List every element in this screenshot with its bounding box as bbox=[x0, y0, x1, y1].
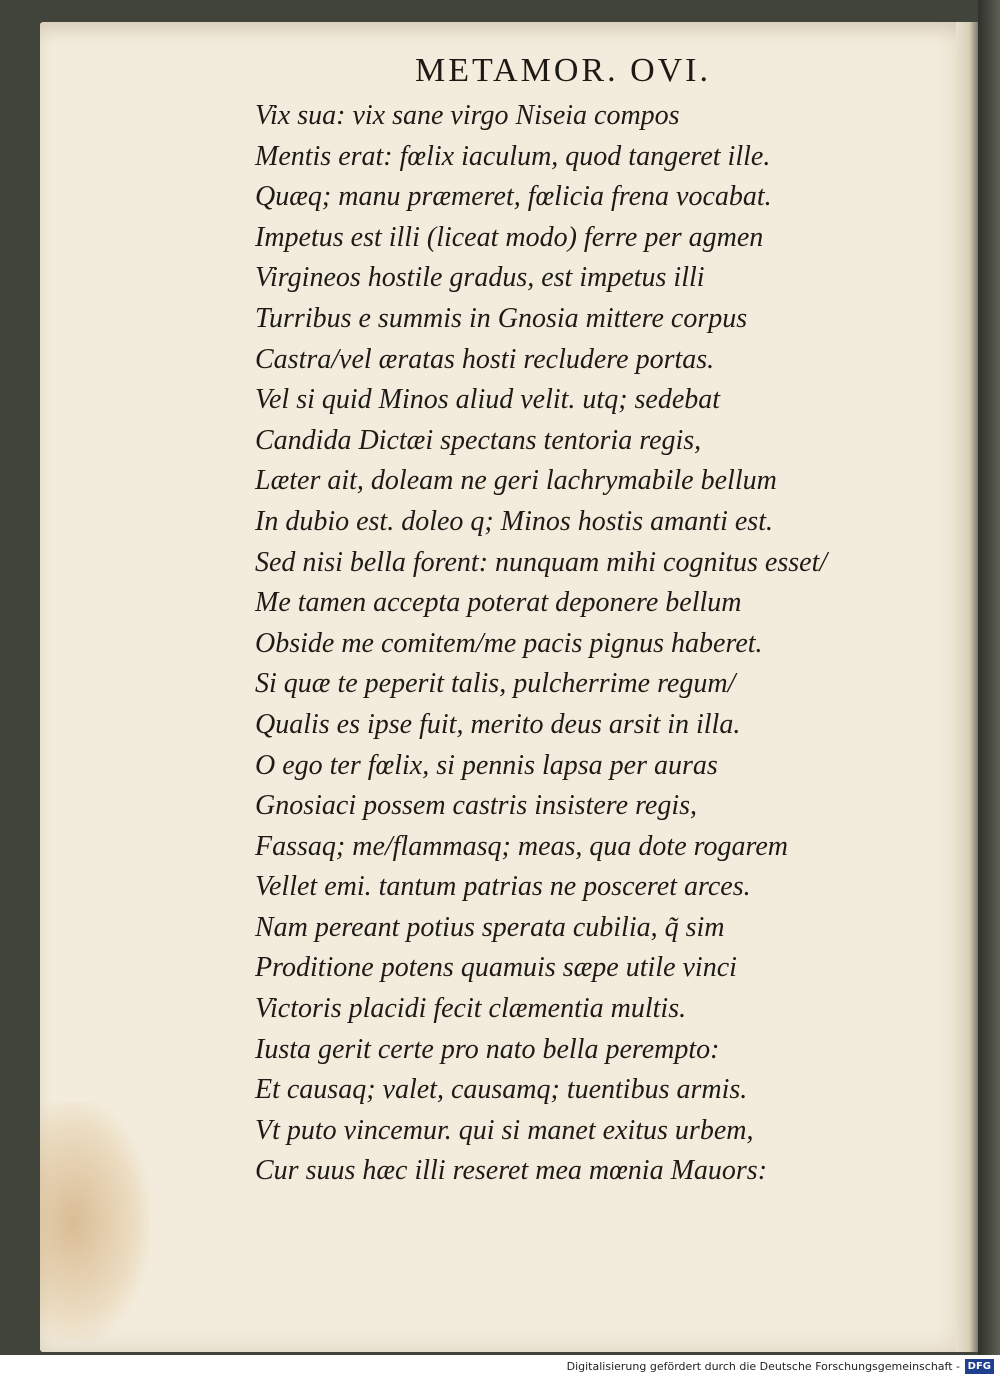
book-spine bbox=[978, 0, 1000, 1355]
verse-line: Quæq; manu præmeret, fœlicia frena vocabat. bbox=[255, 181, 772, 213]
verse-line: Candida Dictæi spectans tentoria regis, bbox=[255, 424, 702, 456]
verse-line: Læter ait, doleam ne geri lachrymabile bellum bbox=[255, 465, 777, 497]
verse-line: O ego ter fœlix, si pennis lapsa per auras bbox=[255, 749, 718, 781]
verse-line: Victoris placidi fecit clæmentia multis. bbox=[255, 993, 687, 1025]
page-gutter-edge bbox=[956, 22, 978, 1352]
verse-line: Gnosiaci possem castris insistere regis, bbox=[255, 790, 698, 822]
verse-line: Et causaq; valet, causamq; tuentibus armis. bbox=[255, 1074, 748, 1106]
verse-line: Proditione potens quamuis sæpe utile vinci bbox=[255, 952, 737, 984]
verse-line: In dubio est. doleo q; Minos hostis amanti est. bbox=[255, 505, 773, 537]
verse-line: Sed nisi bella forent: nunquam mihi cognitus esset/ bbox=[255, 546, 828, 578]
verse-line: Virgineos hostile gradus, est impetus illi bbox=[255, 262, 705, 294]
water-stain bbox=[40, 1102, 150, 1342]
book-page bbox=[40, 22, 978, 1352]
verse-line: Turribus e summis in Gnosia mittere corpus bbox=[255, 302, 748, 334]
verse-line: Vel si quid Minos aliud velit. utq; sedebat bbox=[255, 384, 721, 416]
verse-line: Castra/vel æratas hosti recludere portas. bbox=[255, 343, 715, 375]
verse-line: Vix sua: vix sane virgo Niseia compos bbox=[255, 100, 680, 131]
verse-line: Cur suus hæc illi reseret mea mœnia Mauors: bbox=[255, 1155, 768, 1187]
verse-line: Obside me comitem/me pacis pignus haberet. bbox=[255, 627, 763, 659]
verse-line: Iusta gerit certe pro nato bella perempto: bbox=[255, 1033, 720, 1065]
verse-line: Si quæ te peperit talis, pulcherrime regum/ bbox=[255, 668, 736, 700]
verse-block bbox=[255, 96, 827, 1192]
funding-note: Digitalisierung gefördert durch die Deutsche Forschungsgemeinschaft - bbox=[566, 1360, 960, 1373]
verse-line: Vellet emi. tantum patrias ne posceret arces. bbox=[255, 871, 751, 903]
verse-line: Nam pereant potius sperata cubilia, q̃ sim bbox=[255, 911, 725, 943]
verse-line: Impetus est illi (liceat modo) ferre per agmen bbox=[255, 221, 764, 253]
dfg-logo: DFG bbox=[965, 1359, 994, 1374]
verse-line: Mentis erat: fœlix iaculum, quod tangeret ille. bbox=[255, 140, 771, 172]
running-head: METAMOR. OVI. bbox=[415, 52, 711, 89]
verse-line: Fassaq; me/flammasq; meas, qua dote rogarem bbox=[255, 830, 788, 862]
verse-line: Qualis es ipse fuit, merito deus arsit in illa. bbox=[255, 708, 741, 740]
verse-line: Vt puto vincemur. qui si manet exitus urbem, bbox=[255, 1114, 754, 1146]
footer-bar bbox=[0, 1355, 1000, 1379]
verse-line: Me tamen accepta poterat deponere bellum bbox=[255, 587, 742, 619]
